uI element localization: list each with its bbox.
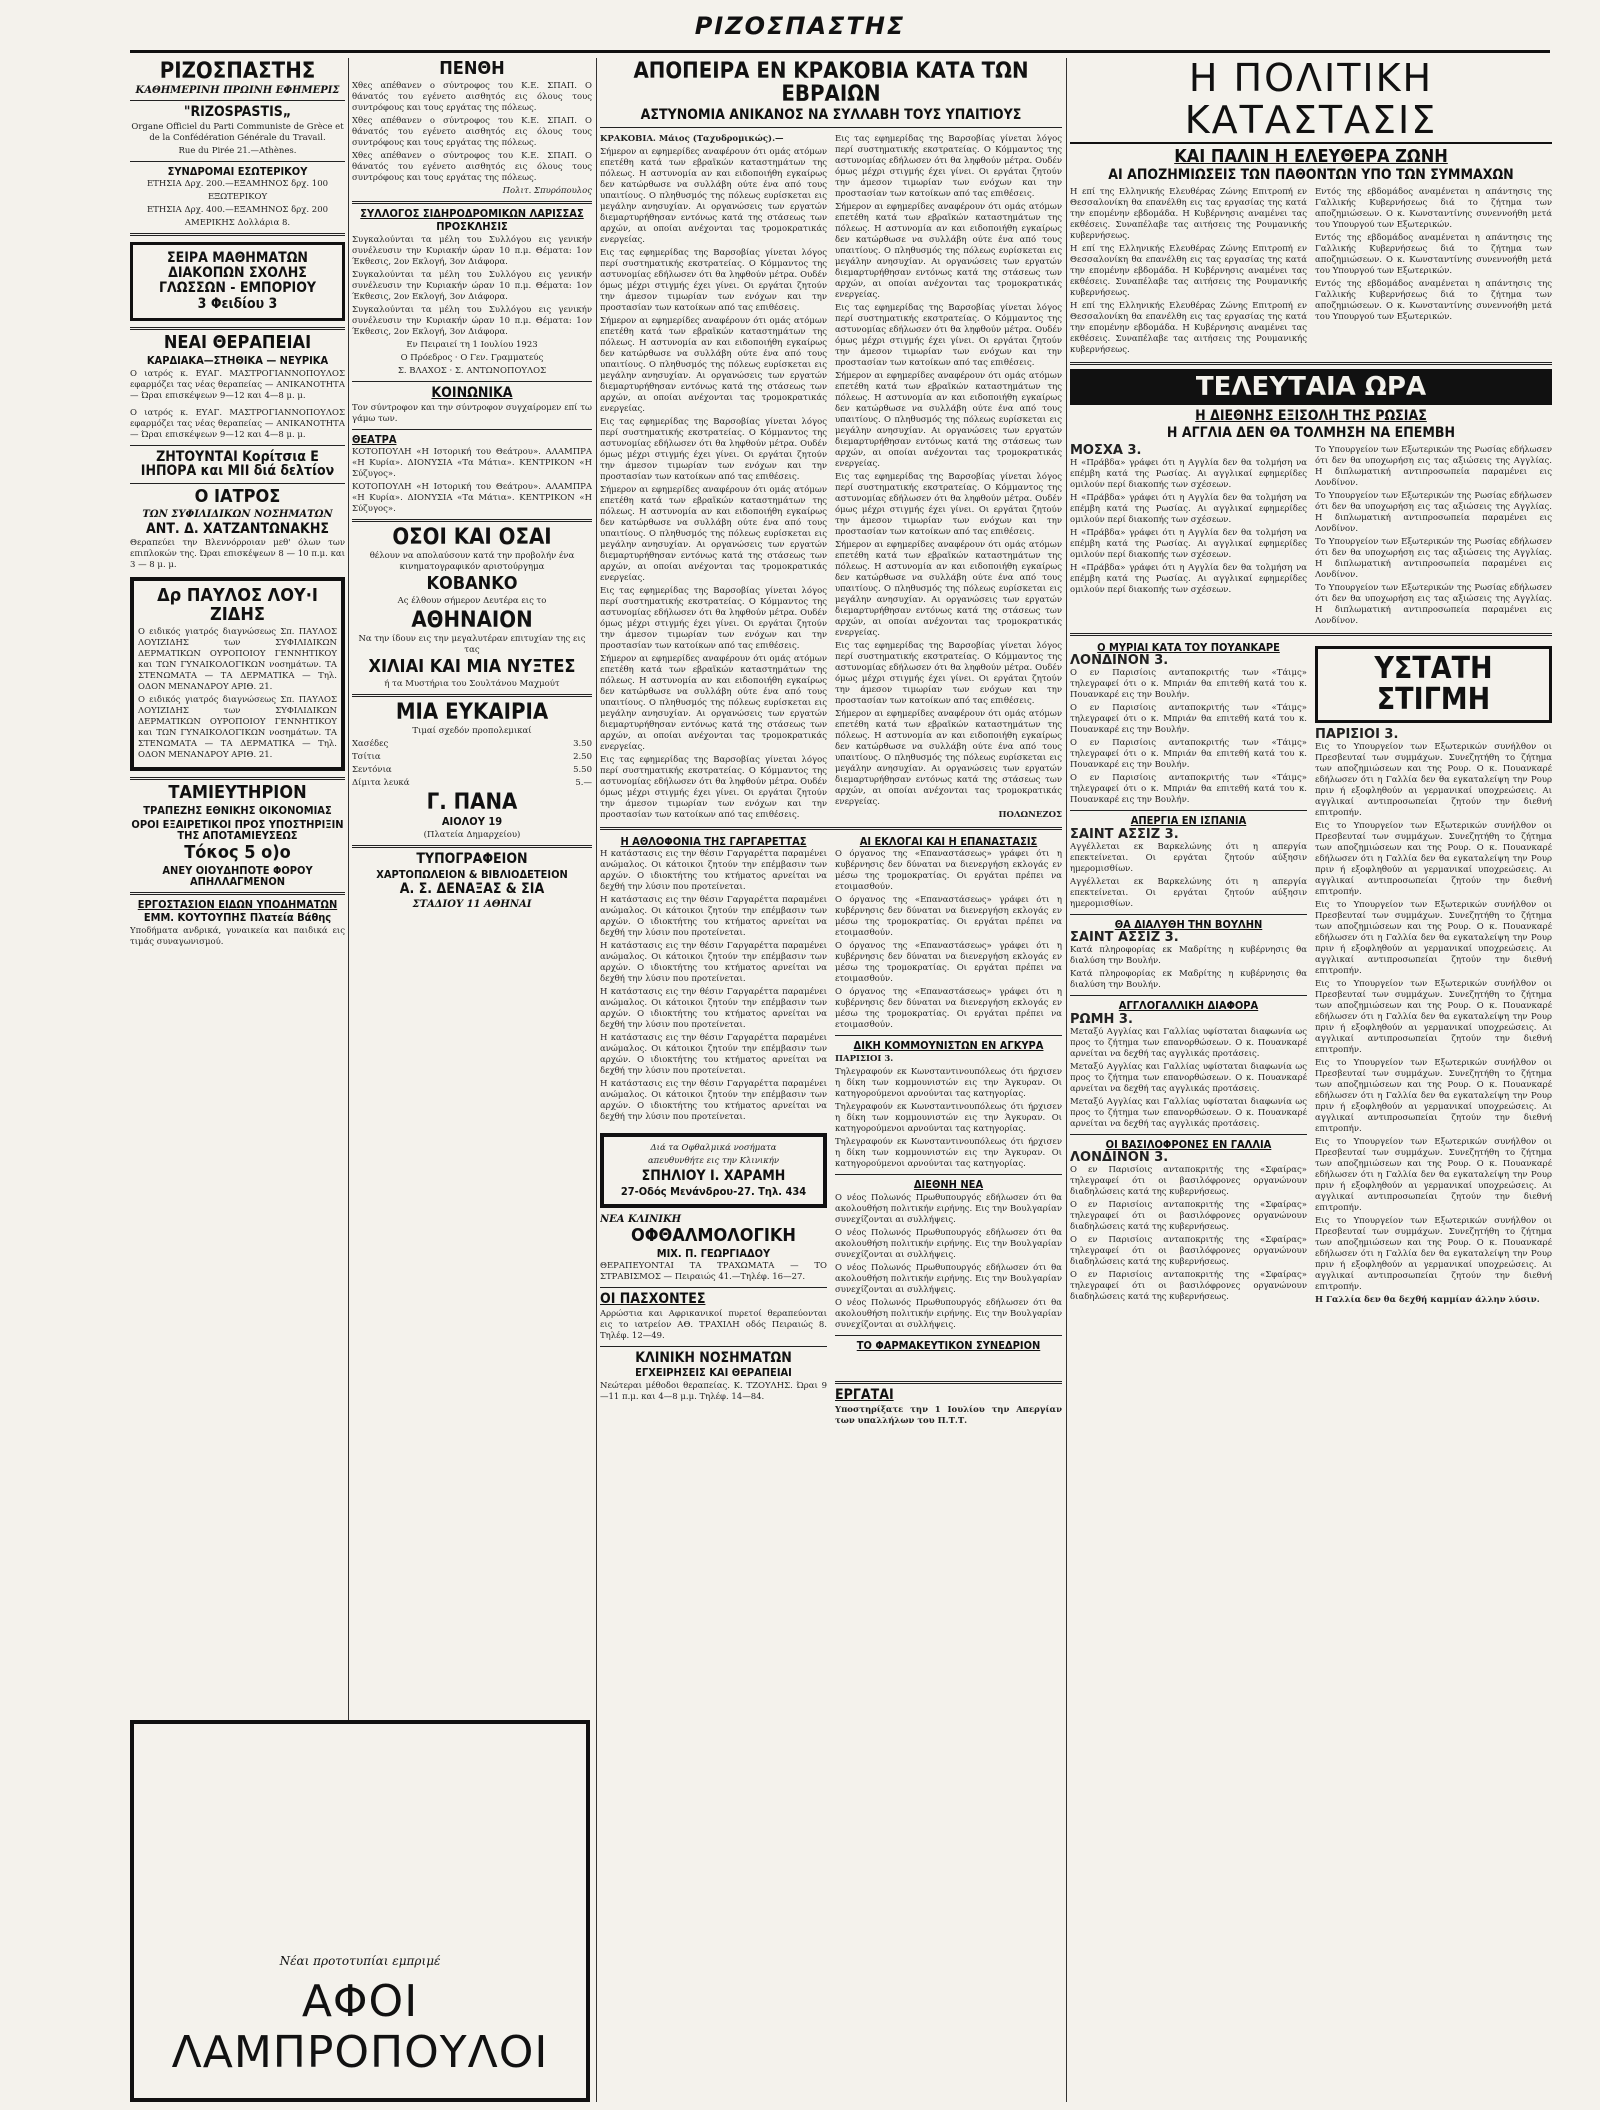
doctor-name: ΑΝΤ. Δ. ΧΑΤΖΑΝΤΩΝΑΚΗΣ [146,520,329,537]
printer-subtitle: ΧΑΡΤΟΠΩΛΕΙΟΝ & ΒΙΒΛΙΟΔΕΤΕΙΟΝ [376,867,568,881]
poincare-text: Ο εν Παρισίοις ανταποκριτής των «Τάιμς» τηλεγραφεί ότι ο κ. Μπριάν θα επιτεθή κατά του κ. Πουανκαρέ εις την Βουλήν. [1070,703,1307,736]
bank-rate: Τόκος 5 ο)ο [184,841,291,863]
new-clinic-label: ΝΕΑ ΚΛΙΝΙΚΗ [600,1213,682,1225]
cinema-film: ΚΟΒΑΝΚΟ [426,573,518,595]
political-text: Εντός της εβδομάδος αναμένεται η απάντησις της Γαλλικής Κυβερνήσεως διά το ζήτημα των αποζημιώσεων. Ο κ. Κωνσταντίνης συνεννοήθη μετά του Υπουργού των Εξωτερικών. [1315,233,1552,277]
price-value: 5.— [575,778,592,789]
last-moment-text: Εις το Υπουργείον των Εξωτερικών συνήλθον οι Πρεσβευταί των συμμάχων. Συνεζητήθη το ζήτημα των αποζημιώσεων και της Ρουρ. Ο κ. Πουανκαρέ εδήλωσεν ότι η Γαλλία δεν θα εγκαταλείψη την Ρουρ πριν ή εξοφληθούν αι γερμανικαί υποχρεώσεις. Αι αγγλικαί αντιπροσωπείαι ζητούν την διεθνή επιτροπήν. [1315,1215,1552,1292]
ophthalmology-doctor: ΜΙΧ. Π. ΓΕΩΡΓΙΑΔΟΥ [656,1246,771,1260]
last-hour-right [1315,443,1552,629]
bank-subtitle: ΤΡΑΠΕΖΗΣ ΕΘΝΙΚΗΣ ΟΙΚΟΝΟΜΙΑΣ [143,804,332,818]
invitation-signer-names: Σ. ΒΛΑΧΟΣ · Σ. ΑΝΤΩΝΟΠΟΥΛΟΣ [397,365,547,376]
last-moment-text: Εις το Υπουργείον των Εξωτερικών συνήλθον οι Πρεσβευταί των συμμάχων. Συνεζητήθη το ζήτημα των αποζημιώσεων και της Ρουρ. Ο κ. Πουανκαρέ εδήλωσεν ότι η Γαλλία δεν θα εγκαταλείψη την Ρουρ πριν ή εξοφληθούν αι γερμανικαί υποχρεώσεις. Αι αγγλικαί αντιπροσωπείαι ζητούν την διεθνή επιτροπήν. [1315,820,1552,897]
anglo-french-dateline: ΡΩΜΗ 3. [1070,1011,1133,1027]
latin-subtitle: Organe Officiel du Parti Communiste de Grèce et de la Confédération Générale du Travail. [131,121,344,143]
gargaretta-text: Η κατάστασις εις την θέσιν Γαργαρέττα παραμένει ανώμαλος. Οι κάτοικοι ζητούν την επέμβασιν των αρχών. Ο ιδιοκτήτης του κτήματος αρνείται να δεχθή την λύσιν που προτείνεται. [600,895,827,939]
price-item: Χασέδες [352,739,389,750]
doctor-subtitle: ΤΩΝ ΣΥΦΙΛΙΔΙΚΩΝ ΝΟΣΗΜΑΤΩΝ [142,508,333,520]
main-body: Εις τας εφημερίδας της Βαρσοβίας γίνεται λόγος περί συστηματικής εκστρατείας. Ο Κόμμαντος της αστυνομίας εδήλωσεν ότι θα ληφθούν μέτρα. Ουδέν όμως μέχρι στιγμής έχει γίνει. Οι εργάται ζητούν την άμεσον τιμωρίαν των ενόχων και την προστασίαν των κατοίκων από τας επιθέσεις. [600,754,827,820]
divider [600,1346,827,1347]
social-title: ΚΟΙΝΩΝΙΚΑ [431,384,513,401]
lower-right [835,834,1062,1429]
wanted-ad: ΖΗΤΟΥΝΤΑΙ Κορίτσια Ε ΙΗΠΟΡΑ και ΜΙΙ διά δελτίον [140,448,335,480]
political-text: Η επί της Ελληνικής Ελευθέρας Ζώνης Επιτροπή εν Θεσσαλονίκη θα επανέλθη εις τας εργασίας της κατά την επομένην εβδομάδα. Η Κυβέρνησις αναμένει τας εκθέσεις. Συναπέλαβε τας αιτήσεις της Ρουμανικής κυβερνήσεως. [1070,187,1307,242]
main-subheadline: ΑΣΤΥΝΟΜΙΑ ΑΝΙΚΑΝΟΣ ΝΑ ΣΥΛΛΑΒΗ ΤΟΥΣ ΥΠΑΙΤΙΟΥΣ [640,107,1022,124]
political-banner: Η ΠΟΛΙΤΙΚΗ ΚΑΤΑΣΤΑΣΙΣ [1070,58,1552,144]
lampropoulos-ad-name: ΑΦΟΙ ΛΑΜΠΡΟΠΟΥΛΟΙ [171,1976,549,2078]
invitation-text: Συγκαλούνται τα μέλη του Συλλόγου εις γενικήν συνέλευσιν την Κυριακήν ώραν 10 π.μ. Θέματα: 1ον Έκθεσις, 2ον Εκλογή, 3ον Διάφορα. [352,234,592,267]
anglo-french-text: Μεταξύ Αγγλίας και Γαλλίας υφίσταται διαφωνία ως προς το ζήτημα των επανορθώσεων. Ο κ. Πουανκαρέ αρνείται να δεχθή τας αγγλικάς προτάσεις. [1070,1026,1307,1059]
price-value: 3.50 [573,739,592,750]
printer-address: ΣΤΑΔΙΟΥ 11 ΑΘΗΝΑΙ [412,898,532,910]
gargaretta-text: Η κατάστασις εις την θέσιν Γαργαρέττα παραμένει ανώμαλος. Οι κάτοικοι ζητούν την επέμβασιν των αρχών. Ο ιδιοκτήτης του κτήματος αρνείται να δεχθή την λύσιν που προτείνεται. [600,941,827,985]
political-article [1070,185,1552,358]
eye-clinic-name: ΣΠΗΛΙΟΥ Ι. ΧΑΡΑΜΗ [641,1168,786,1185]
main-body: Σήμερον αι εφημερίδες αναφέρουν ότι ομάς ατόμων επετέθη κατά των εβραϊκών καταστημάτων της πόλεως. Η αστυνομία αν και ειδοποιήθη εγκαίρως δεν κατώρθωσε να συλλάβη ούτε ένα από τους υπαιτίους. Ο πληθυσμός της πόλεως ευρίσκεται εις μεγάλην ανησυχίαν. Αι οργανώσεις των εργατών διεμαρτυρήθησαν εντόνως κατά της στάσεως των αρχών, αι οποίαι ανέχονται τας τρομοκρατικάς ενεργείας. [600,484,827,583]
elections-text: Ο όργανος της «Επαναστάσεως» γράφει ότι η κυβέρνησις δεν δύναται να διενεργήση εκλογάς εν μέσω της τρομοκρατίας. Οι εργάται πρέπει να ετοιμασθούν. [835,987,1062,1031]
lower-news [1070,640,1552,1308]
trial-text: Τηλεγραφούν εκ Κωνσταντινουπόλεως ότι ήρχισεν η δίκη των κομμουνιστών εις την Άγκυραν. Οι κατηγορούμενοι αρνούνται τας κατηγορίας. [835,1066,1062,1099]
divider [130,327,345,330]
world-news-title: ΔΙΕΘΝΗ ΝΕΑ [913,1177,984,1191]
elections-text: Ο όργανος της «Επαναστάσεως» γράφει ότι η κυβέρνησις δεν δύναται να διενεργήση εκλογάς εν μέσω της τρομοκρατίας. Οι εργάται πρέπει να ετοιμασθούν. [835,849,1062,893]
last-hour-text: Η «Πράβδα» γράφει ότι η Αγγλία δεν θα τολμήση να επέμβη κατά της Ρωσίας. Αι αγγλικαί εφημερίδες ομιλούν περί διακοπής των σχέσεων. [1070,562,1307,595]
lower-left [600,834,827,1429]
eye-clinic-line-1: Διά τα Οφθαλμικά νοσήματα [650,1143,777,1154]
cinema-name: ΑΘΗΝΑΙΟΝ [411,608,533,634]
elections-text: Ο όργανος της «Επαναστάσεως» γράφει ότι η κυβέρνησις δεν δύναται να διενεργήση εκλογάς εν μέσω της τρομοκρατίας. Οι εργάται πρέπει να ετοιμασθούν. [835,941,1062,985]
sufferers-title: ΟΙ ΠΑΣΧΟΝΤΕΣ [600,1291,706,1308]
theatres-title: ΘΕΑΤΡΑ [352,432,397,446]
strike-text: Αγγέλλεται εκ Βαρκελώνης ότι η απεργία επεκτείνεται. Οι εργάται ζητούν αύξησιν ημερομισθίων. [1070,841,1307,874]
trial-dateline: ΠΑΡΙΣΙΟΙ 3. [835,1053,894,1064]
cinema-title-2: ΧΙΛΙΑΙ ΚΑΙ ΜΙΑ ΝΥΞΤΕΣ [368,656,576,678]
sale-title: ΜΙΑ ΕΥΚΑΙΡΙΑ [395,700,549,726]
cinema-ad-title: ΟΣΟΙ ΚΑΙ ΟΣΑΙ [392,525,552,551]
main-article-right [835,132,1062,823]
lampropoulos-ad [130,1720,590,2102]
last-hour-article [1070,443,1552,629]
political-text: Εντός της εβδομάδος αναμένεται η απάντησις της Γαλλικής Κυβερνήσεως διά το ζήτημα των αποζημιώσεων. Ο κ. Κωνσταντίνης συνεννοήθη μετά του Υπουργού των Εξωτερικών. [1315,279,1552,323]
parliament-title: ΘΑ ΔΙΑΛΥΘΗ ΤΗΝ ΒΟΥΛΗΝ [1114,917,1263,931]
latin-name: "RIZOSPASTIS„ [183,104,292,121]
therapies-text: Ο ιατρός κ. ΕΥΑΓ. ΜΑΣΤΡΟΓΙΑΝΝΟΠΟΥΛΟΣ εφαρμόζει τας νέας θεραπείας — ΑΝΙΚΑΝΟΤΗΤΑ — Ώραι επισκέψεων 9—12 και 4—8 μ. μ. [130,368,345,401]
main-body: Εις τας εφημερίδας της Βαρσοβίας γίνεται λόγος περί συστηματικής εκστρατείας. Ο Κόμμαντος της αστυνομίας εδήλωσεν ότι θα ληφθούν μέτρα. Ουδέν όμως μέχρι στιγμής έχει γίνει. Οι εργάται ζητούν την άμεσον τιμωρίαν των ενόχων και την προστασίαν των κατοίκων από τας επιθέσεις. [600,416,827,482]
royalists-dateline: ΛΟΝΔΙΝΟΝ 3. [1070,1150,1169,1166]
last-hour-banner: ΤΕΛΕΥΤΑΙΑ ΩΡΑ [1070,369,1552,405]
poincare-dateline: ΛΟΝΔΙΝΟΝ 3. [1070,653,1169,669]
world-news-text: Ο νέος Πολωνός Πρωθυπουργός εδήλωσεν ότι θα ακολουθήση πολιτικήν ειρήνης. Εις την Βουλγαρίαν συνεχίζονται αι συλλήψεις. [835,1262,1062,1295]
column-rule [1066,58,1067,2102]
cinema-title-2-sub: ή τα Μυστήρια του Σουλτάνου Μαχμούτ [384,679,560,690]
divider [1070,362,1552,365]
last-hour-left [1070,443,1307,629]
workers-title: ΕΡΓΑΤΑΙ [835,1387,894,1404]
school-ad-address: 3 Φειδίου 3 [197,296,278,313]
last-hour-sub-1: Η ΔΙΕΘΝΗΣ ΕΞΙΣΟΛΗ ΤΗΣ ΡΩΣΙΑΣ [1195,408,1427,425]
masthead [0,0,1600,52]
divider [1070,810,1307,811]
poincare-text: Ο εν Παρισίοις ανταποκριτής των «Τάιμς» τηλεγραφεί ότι ο κ. Μπριάν θα επιτεθή κατά του κ. Πουανκαρέ εις την Βουλήν. [1070,668,1307,701]
pavlos-text: Ο ειδικός γιατρός διαγνώσεως Σπ. ΠΑΥΛΟΣ ΛΟΥΙΖΙΔΗΣ των ΣΥΦΙΛΙΔΙΚΩΝ ΔΕΡΜΑΤΙΚΩΝ ΟΥΡΟΠΟΙΟΥ ΓΕΝΝΗΤΙΚΟΥ και ΤΩΝ ΓΥΝΑΙΚΟΛΟΓΙΚΩΝ νοσημάτων. ΤΑ ΣΤΕΝΩΜΑΤΑ — ΤΑ ΔΕΡΜΑΤΙΚΑ — Τηλ. ΟΔΟΝ ΜΕΝΑΝΔΡΟΥ ΑΡΙΘ. 21. [138,627,337,693]
shop-name: ΕΜΜ. ΚΟΥΤΟΥΠΗΣ Πλατεία Βάθης [143,911,332,925]
main-body: Εις τας εφημερίδας της Βαρσοβίας γίνεται λόγος περί συστηματικής εκστρατείας. Ο Κόμμαντος της αστυνομίας εδήλωσεν ότι θα ληφθούν μέτρα. Ουδέν όμως μέχρι στιγμής έχει γίνει. Οι εργάται ζητούν την άμεσον τιμωρίαν των ενόχων και την προστασίαν των κατοίκων από τας επιθέσεις. [835,640,1062,706]
strike-dateline: ΣΑΙΝΤ ΑΣΣΙΖ 3. [1070,826,1179,842]
political-sub-1: ΚΑΙ ΠΑΛΙΝ Η ΕΛΕΥΘΕΡΑ ΖΩΝΗ [1174,145,1448,167]
world-news-text: Ο νέος Πολωνός Πρωθυπουργός εδήλωσεν ότι θα ακολουθήση πολιτικήν ειρήνης. Εις την Βουλγαρίαν συνεχίζονται αι συλλήψεις. [835,1192,1062,1225]
invitation-text-more: Συγκαλούνται τα μέλη του Συλλόγου εις γενικήν συνέλευσιν την Κυριακήν ώραν 10 π.μ. Θέματα: 1ον Έκθεσις, 2ον Εκλογή, 3ον Διάφορα. [352,304,592,337]
last-hour-text: Το Υπουργείον των Εξωτερικών της Ρωσίας εδήλωσεν ότι δεν θα υποχωρήση εις τας αξιώσεις της Αγγλίας. Η διπλωματική αντιπροσωπεία παραμένει εις Λονδίνον. [1315,582,1552,626]
shop-owner-note: (Πλατεία Δημαρχείου) [423,829,521,840]
trial-title: ΔΙΚΗ ΚΟΜΜΟΥΝΙΣΤΩΝ ΕΝ ΑΓΚΥΡΑ [853,1039,1044,1053]
poincare-text: Ο εν Παρισίοις ανταποκριτής των «Τάιμς» τηλεγραφεί ότι ο κ. Μπριάν θα επιτεθή κατά του κ. Πουανκαρέ εις την Βουλήν. [1070,738,1307,771]
last-hour-dateline: ΜΟΣΧΑ 3. [1070,442,1142,458]
divider [835,1035,1062,1036]
divider [600,1287,827,1288]
main-sign: ΠΟΛΩΝΕΖΟΣ [998,809,1062,820]
divider [130,100,345,101]
divider [600,827,1062,830]
main-body: Σήμερον αι εφημερίδες αναφέρουν ότι ομάς ατόμων επετέθη κατά των εβραϊκών καταστημάτων της πόλεως. Η αστυνομία αν και ειδοποιήθη εγκαίρως δεν κατώρθωσε να συλλάβη ούτε ένα από τους υπαιτίους. Ο πληθυσμός της πόλεως ευρίσκεται εις μεγάλην ανησυχίαν. Αι οργανώσεις των εργατών διεμαρτυρήθησαν εντόνως κατά της στάσεως των αρχών, αι οποίαι ανέχονται τας τρομοκρατικάς ενεργείας. [835,708,1062,807]
shop-owner-address: ΑΙΟΛΟΥ 19 [441,815,503,829]
royalists-text: Ο εν Παρισίοις ανταποκριτής της «Σφαίρας» τηλεγραφεί ότι οι βασιλόφρονες οργανώνουν διαδηλώσεις κατά της κυβερνήσεως. [1070,1270,1307,1303]
price-item: Σεντόνια [352,765,392,776]
main-body: Εις τας εφημερίδας της Βαρσοβίας γίνεται λόγος περί συστηματικής εκστρατείας. Ο Κόμμαντος της αστυνομίας εδήλωσεν ότι θα ληφθούν μέτρα. Ουδέν όμως μέχρι στιγμής έχει γίνει. Οι εργάται ζητούν την άμεσον τιμωρίαν των ενόχων και την προστασίαν των κατοίκων από τας επιθέσεις. [600,247,827,313]
divider [130,892,345,895]
bank-text: ΟΡΟΙ ΕΞΑΙΡΕΤΙΚΟΙ ΠΡΟΣ ΥΠΟΣΤΗΡΙΞΙΝ ΤΗΣ ΑΠΟΤΑΜΙΕΥΣΕΩΣ [131,817,344,843]
world-news-text: Ο νέος Πολωνός Πρωθυπουργός εδήλωσεν ότι θα ακολουθήση πολιτικήν ειρήνης. Εις την Βουλγαρίαν συνεχίζονται αι συλλήψεις. [835,1227,1062,1260]
divider [1070,1134,1307,1135]
obituary-sign: Πολιτ. Σπυρόπουλος [502,185,592,196]
therapies-text-more: Ο ιατρός κ. ΕΥΑΓ. ΜΑΣΤΡΟΓΙΑΝΝΟΠΟΥΛΟΣ εφαρμόζει τας νέας θεραπείας — ΑΝΙΚΑΝΟΤΗΤΑ — Ώραι επισκέψεων 9—12 και 4—8 μ. μ. [130,407,345,440]
column-3 [600,58,1062,2102]
last-moment-dateline: ΠΑΡΙΣΙΟΙ 3. [1315,726,1399,742]
last-hour-sub-2: Η ΑΓΓΛΙΑ ΔΕΝ ΘΑ ΤΟΛΜΗΣΗ ΝΑ ΕΠΕΜΒΗ [1166,424,1456,441]
political-text: Εντός της εβδομάδος αναμένεται η απάντησις της Γαλλικής Κυβερνήσεως διά το ζήτημα των αποζημιώσεων. Ο κ. Κωνσταντίνης συνεννοήθη μετά του Υπουργού των Εξωτερικών. [1315,187,1552,231]
main-body: Εις τας εφημερίδας της Βαρσοβίας γίνεται λόγος περί συστηματικής εκστρατείας. Ο Κόμμαντος της αστυνομίας εδήλωσεν ότι θα ληφθούν μέτρα. Ουδέν όμως μέχρι στιγμής έχει γίνει. Οι εργάται ζητούν την άμεσον τιμωρίαν των ενόχων και την προστασίαν των κατοίκων από τας επιθέσεις. [835,133,1062,199]
clinic-text: Νεώτεραι μέθοδοι θεραπείας. Κ. ΤΖΟΥΛΗΣ. Ώραι 9—11 π.μ. και 4—8 μ.μ. Τηλέφ. 14—84. [600,1381,827,1403]
school-ad [130,242,345,321]
invitation-signers: Ο Πρόεδρος · Ο Γεν. Γραμματεύς [400,352,544,363]
column-4 [1070,58,1552,2102]
divider [352,694,592,697]
main-body: Σήμερον αι εφημερίδες αναφέρουν ότι ομάς ατόμων επετέθη κατά των εβραϊκών καταστημάτων της πόλεως. Η αστυνομία αν και ειδοποιήθη εγκαίρως δεν κατώρθωσε να συλλάβη ούτε ένα από τους υπαιτίους. Ο πληθυσμός της πόλεως ευρίσκεται εις μεγάλην ανησυχίαν. Αι οργανώσεις των εργατών διεμαρτυρήθησαν εντόνως κατά της στάσεως των αρχών, αι οποίαι ανέχονται τας τρομοκρατικάς ενεργείας. [835,539,1062,638]
subscriptions-list [130,179,345,229]
cinema-ad-text: θέλουν να απολαύσουν κατά την προβολήν ένα κινηματογραφικόν αριστούργημα [369,551,575,573]
anglo-french-text: Μεταξύ Αγγλίας και Γαλλίας υφίσταται διαφωνία ως προς το ζήτημα των επανορθώσεων. Ο κ. Πουανκαρέ αρνείται να δεχθή τας αγγλικάς προτάσεις. [1070,1061,1307,1094]
obituary-text-more: Χθες απέθανεν ο σύντροφος του Κ.Ε. ΣΠΑΠ. Ο θάνατός του εγένετο αισθητός εις όλους τους συντρόφους και τους εργάτας της πόλεως. [352,115,592,148]
main-body: Εις τας εφημερίδας της Βαρσοβίας γίνεται λόγος περί συστηματικής εκστρατείας. Ο Κόμμαντος της αστυνομίας εδήλωσεν ότι θα ληφθούν μέτρα. Ουδέν όμως μέχρι στιγμής έχει γίνει. Οι εργάται ζητούν την άμεσον τιμωρίαν των ενόχων και την προστασίαν των κατοίκων από τας επιθέσεις. [600,585,827,651]
doctor-title: Ο ΙΑΤΡΟΣ [194,485,281,507]
parliament-text: Κατά πληροφορίας εκ Μαδρίτης η κυβέρνησις θα διαλύση την Βουλήν. [1070,969,1307,991]
last-hour-text: Η «Πράβδα» γράφει ότι η Αγγλία δεν θα τολμήση να επέμβη κατά της Ρωσίας. Αι αγγλικαί εφημερίδες ομιλούν περί διακοπής των σχέσεων. [1070,492,1307,525]
sale-text: Τιμαί σχεδόν προπολεμικαί [412,726,532,737]
ophthalmology-title: ΟΦΘΑΛΜΟΛΟΓΙΚΗ [631,1224,796,1246]
poincare-title: Ο ΜΥΡΙΑΙ ΚΑΤΑ ΤΟΥ ΠΟΥΑΝΚΑΡΕ [1097,640,1280,654]
eye-clinic-line-2: απευθυνθήτε εις την Κλινικήν [647,1156,780,1167]
last-hour-text: Η «Πράβδα» γράφει ότι η Αγγλία δεν θα τολμήση να επέμβη κατά της Ρωσίας. Αι αγγλικαί εφημερίδες ομιλούν περί διακοπής των σχέσεων. [1070,527,1307,560]
lower-section [600,834,1062,1429]
lower-news-left [1070,640,1307,1308]
political-right [1315,185,1552,358]
bank-title: ΤΑΜΙΕΥΤΗΡΙΟΝ [168,782,307,804]
divider [130,161,345,162]
cinema-name-sub: Να την ίδουν εις την μεγαλυτέραν επιτυχίαν της εις τας [358,634,586,656]
bank-note: ΑΝΕΥ ΟΙΟΥΔΗΠΟΤΕ ΦΟΡΟΥ ΑΠΗΛΛΑΓΜΕΝΟΝ [162,863,313,889]
main-body: Εις τας εφημερίδας της Βαρσοβίας γίνεται λόγος περί συστηματικής εκστρατείας. Ο Κόμμαντος της αστυνομίας εδήλωσεν ότι θα ληφθούν μέτρα. Ουδέν όμως μέχρι στιγμής έχει γίνει. Οι εργάται ζητούν την άμεσον τιμωρίαν των ενόχων και την προστασίαν των κατοίκων από τας επιθέσεις. [835,471,1062,537]
anglo-french-text: Μεταξύ Αγγλίας και Γαλλίας υφίσταται διαφωνία ως προς το ζήτημα των επανορθώσεων. Ο κ. Πουανκαρέ αρνείται να δεχθή τας αγγλικάς προτάσεις. [1070,1096,1307,1129]
pharma-congress-title: ΤΟ ΦΑΡΜΑΚΕΥΤΙΚΟΝ ΣΥΝΕΔΡΙΟΝ [856,1338,1041,1352]
royalists-title: ΟΙ ΒΑΣΙΛΟΦΡΟΝΕΣ ΕΝ ΓΑΛΛΙΑ [1105,1137,1272,1151]
paper-subtitle: ΚΑΘΗΜΕΡΙΝΗ ΠΡΩΙΝΗ ΕΦΗΜΕΡΙΣ [135,85,340,97]
strike-text: Αγγέλλεται εκ Βαρκελώνης ότι η απεργία επεκτείνεται. Οι εργάται ζητούν αύξησιν ημερομισθίων. [1070,876,1307,909]
last-hour-text: Η «Πράβδα» γράφει ότι η Αγγλία δεν θα τολμήση να επέμβη κατά της Ρωσίας. Αι αγγλικαί εφημερίδες ομιλούν περί διακοπής των σχέσεων. [1070,457,1307,490]
main-body: Σήμερον αι εφημερίδες αναφέρουν ότι ομάς ατόμων επετέθη κατά των εβραϊκών καταστημάτων της πόλεως. Η αστυνομία αν και ειδοποιήθη εγκαίρως δεν κατώρθωσε να συλλάβη ούτε ένα από τους υπαιτίους. Ο πληθυσμός της πόλεως ευρίσκεται εις μεγάλην ανησυχίαν. Αι οργανώσεις των εργατών διεμαρτυρήθησαν εντόνως κατά της στάσεως των αρχών, αι οποίαι ανέχονται τας τρομοκρατικάς ενεργείας. [600,146,827,245]
main-article-left [600,132,827,823]
doctor-text: Θεραπεύει την Βλεννόρροιαν μεθ' όλων των επιπλοκών της. Ώραι επισκέψεων 8 — 10 π.μ. και 3 — 8 μ. μ. [130,538,345,571]
school-ad-title: ΣΕΙΡΑ ΜΑΘΗΜΑΤΩΝ ΔΙΑΚΟΠΩΝ ΣΧΟΛΗΣ ΓΛΩΣΣΩΝ - ΕΜΠΟΡΙΟΥ [158,250,317,296]
last-moment-title: ΥΣΤΑΤΗ ΣΤΙΓΜΗ [1374,650,1493,718]
divider [835,1174,1062,1175]
price-list [352,739,592,789]
subscriptions-title: ΣΥΝΔΡΟΜΑΙ ΕΣΩΤΕΡΙΚΟΥ [167,164,308,178]
main-article [600,132,1062,823]
last-moment-box [1315,646,1552,723]
gargaretta-text: Η κατάστασις εις την θέσιν Γαργαρέττα παραμένει ανώμαλος. Οι κάτοικοι ζητούν την επέμβασιν των αρχών. Ο ιδιοκτήτης του κτήματος αρνείται να δεχθή την λύσιν που προτείνεται. [600,849,827,893]
social-text: Τον σύντροφον και την σύντροφον συγχαίρομεν επί τω γάμω των. [352,402,592,424]
therapies-subtitle: ΚΑΡΔΙΑΚΑ—ΣΤΗΘΙΚΑ — ΝΕΥΡΙΚΑ [146,353,329,367]
paper-name: ΡΙΖΟΣΠΑΣΤΗΣ [159,59,316,84]
theatres-text-more: ΚΟΤΟΠΟΥΛΗ «Η Ιστορική του Θεάτρου». ΑΛΑΜΠΡΑ «Η Κυρία». ΔΙΟΝΥΣΙΑ «Τα Μάτια». ΚΕΝΤΡΙΚΟΝ «Η Σύζυγος». [352,482,592,515]
last-hour-text: Το Υπουργείον των Εξωτερικών της Ρωσίας εδήλωσεν ότι δεν θα υποχωρήση εις τας αξιώσεις της Αγγλίας. Η διπλωματική αντιπροσωπεία παραμένει εις Λονδίνον. [1315,490,1552,534]
main-dateline: ΚΡΑΚΟΒΙΑ. Μάιος (Ταχυδρομικώς).— [600,133,784,144]
therapies-title: ΝΕΑΙ ΘΕΡΑΠΕΙΑΙ [163,332,312,354]
divider [352,429,592,430]
elections-text: Ο όργανος της «Επαναστάσεως» γράφει ότι η κυβέρνησις δεν δύναται να διενεργήση εκλογάς εν μέσω της τρομοκρατίας. Οι εργάται πρέπει να ετοιμασθούν. [835,895,1062,939]
last-moment-text: Εις το Υπουργείον των Εξωτερικών συνήλθον οι Πρεσβευταί των συμμάχων. Συνεζητήθη το ζήτημα των αποζημιώσεων και της Ρουρ. Ο κ. Πουανκαρέ εδήλωσεν ότι η Γαλλία δεν θα εγκαταλείψη την Ρουρ πριν ή εξοφληθούν αι γερμανικαί υποχρεώσεις. Αι αγγλικαί αντιπροσωπείαι ζητούν την διεθνή επιτροπήν. [1315,1136,1552,1213]
gargaretta-text: Η κατάστασις εις την θέσιν Γαργαρέττα παραμένει ανώμαλος. Οι κάτοικοι ζητούν την επέμβασιν των αρχών. Ο ιδιοκτήτης του κτήματος αρνείται να δεχθή την λύσιν που προτείνεται. [600,1079,827,1123]
pavlos-ad [130,577,345,771]
divider [1070,633,1552,636]
parliament-dateline: ΣΑΙΝΤ ΑΣΣΙΖ 3. [1070,930,1179,946]
strike-title: ΑΠΕΡΓΙΑ ΕΝ ΙΣΠΑΝΙΑ [1130,814,1247,828]
sufferers-text: Αρρώστια και Αφρικανικοί πυρετοί θεραπεύονται εις το ιατρείον ΑΘ. ΤΡΑΧΙΛΗ οδός Πειραιώς 8. Τηλέφ. 12—49. [600,1308,827,1341]
main-body: Σήμερον αι εφημερίδες αναφέρουν ότι ομάς ατόμων επετέθη κατά των εβραϊκών καταστημάτων της πόλεως. Η αστυνομία αν και ειδοποιήθη εγκαίρως δεν κατώρθωσε να συλλάβη ούτε ένα από τους υπαιτίους. Ο πληθυσμός της πόλεως ευρίσκεται εις μεγάλην ανησυχίαν. Αι οργανώσεις των εργατών διεμαρτυρήθησαν εντόνως κατά της στάσεως των αρχών, αι οποίαι ανέχονται τας τρομοκρατικάς ενεργείας. [835,370,1062,469]
anglo-french-title: ΑΓΓΛΟΓΑΛΛΙΚΗ ΔΙΑΦΟΡΑ [1118,999,1259,1013]
divider [352,845,592,848]
clinic-subtitle: ΕΓΧΕΙΡΗΣΕΙΣ ΚΑΙ ΘΕΡΑΠΕΙΑΙ [635,1366,792,1380]
main-body: Σήμερον αι εφημερίδες αναφέρουν ότι ομάς ατόμων επετέθη κατά των εβραϊκών καταστημάτων της πόλεως. Η αστυνομία αν και ειδοποιήθη εγκαίρως δεν κατώρθωσε να συλλάβη ούτε ένα από τους υπαιτίους. Ο πληθυσμός της πόλεως ευρίσκεται εις μεγάλην ανησυχίαν. Αι οργανώσεις των εργατών διεμαρτυρήθησαν εντόνως κατά της στάσεως των αρχών, αι οποίαι ανέχονται τας τρομοκρατικάς ενεργείας. [835,201,1062,300]
divider [130,483,345,484]
printer-name: Α. Σ. ΔΕΝΑΞΑΣ & ΣΙΑ [399,881,545,898]
divider [600,127,1062,128]
shop-text: Υποδήματα ανδρικά, γυναικεία και παιδικά εις τιμάς συναγωνισμού. [130,925,345,947]
last-moment-end: Η Γαλλία δεν θα δεχθή καμμίαν άλλην λύσιν. [1315,1294,1540,1305]
world-news-text: Ο νέος Πολωνός Πρωθυπουργός εδήλωσεν ότι θα ακολουθήση πολιτικήν ειρήνης. Εις την Βουλγαρίαν συνεχίζονται αι συλλήψεις. [835,1297,1062,1330]
elections-title: ΑΙ ΕΚΛΟΓΑΙ ΚΑΙ Η ΕΠΑΝΑΣΤΑΣΙΣ [859,834,1038,848]
price-row [352,765,592,776]
eye-clinic-address: 27-Οδός Μενάνδρου-27. Τηλ. 434 [620,1185,807,1199]
main-body: Σήμερον αι εφημερίδες αναφέρουν ότι ομάς ατόμων επετέθη κατά των εβραϊκών καταστημάτων της πόλεως. Η αστυνομία αν και ειδοποιήθη εγκαίρως δεν κατώρθωσε να συλλάβη ούτε ένα από τους υπαιτίους. Ο πληθυσμός της πόλεως ευρίσκεται εις μεγάλην ανησυχίαν. Αι οργανώσεις των εργατών διεμαρτυρήθησαν εντόνως κατά της στάσεως των αρχών, αι οποίαι ανέχονται τας τρομοκρατικάς ενεργείας. [600,653,827,752]
poincare-text: Ο εν Παρισίοις ανταποκριτής των «Τάιμς» τηλεγραφεί ότι ο κ. Μπριάν θα επιτεθή κατά του κ. Πουανκαρέ εις την Βουλήν. [1070,773,1307,806]
price-row [352,778,592,789]
printer-title: ΤΥΠΟΓΡΑΦΕΙΟΝ [416,850,528,867]
ophthalmology-text: ΘΕΡΑΠΕΥΟΝΤΑΙ ΤΑ ΤΡΑΧΩΜΑΤΑ — ΤΟ ΣΤΡΑΒΙΣΜΟΣ — Πειραιώς 41.—Τηλέφ. 16—27. [600,1261,827,1283]
invitation-text-more: Συγκαλούνται τα μέλη του Συλλόγου εις γενικήν συνέλευσιν την Κυριακήν ώραν 10 π.μ. Θέματα: 1ον Έκθεσις, 2ον Εκλογή, 3ον Διάφορα. [352,269,592,302]
political-text: Η επί της Ελληνικής Ελευθέρας Ζώνης Επιτροπή εν Θεσσαλονίκη θα επανέλθη εις τας εργασίας της κατά την επομένην εβδομάδα. Η Κυβέρνησις αναμένει τας εκθέσεις. Συναπέλαβε τας αιτήσεις της Ρουμανικής κυβερνήσεως. [1070,301,1307,356]
shop-title: ΕΡΓΟΣΤΑΣΙΟΝ ΕΙΔΩΝ ΥΠΟΔΗΜΑΤΩΝ [137,897,338,911]
political-text: Η επί της Ελληνικής Ελευθέρας Ζώνης Επιτροπή εν Θεσσαλονίκη θα επανέλθη εις τας εργασίας της κατά την επομένην εβδομάδα. Η Κυβέρνησις αναμένει τας εκθέσεις. Συναπέλαβε τας αιτήσεις της Ρουμανικής κυβερνήσεως. [1070,244,1307,299]
cinema-film-sub: Ας έλθουν σήμερον Δευτέρα εις το [397,596,547,607]
column-rule [596,58,597,2102]
subscription-line: ΕΤΗΣΙΑ Δρχ. 400.—ΕΞΑΜΗΝΟΣ δρχ. 200 [146,205,329,216]
divider [835,1381,1062,1384]
divider [1070,914,1307,915]
divider [130,777,345,780]
eye-clinic-ad [600,1133,827,1207]
shop-owner: Γ. ΠΑΝΑ [426,790,518,816]
price-item: Δίμιτα λευκά [352,778,410,789]
subscription-line: ΑΜΕΡΙΚΗΣ Δολλάρια 8. [184,218,291,229]
main-body: Σήμερον αι εφημερίδες αναφέρουν ότι ομάς ατόμων επετέθη κατά των εβραϊκών καταστημάτων της πόλεως. Η αστυνομία αν και ειδοποιήθη εγκαίρως δεν κατώρθωσε να συλλάβη ούτε ένα από τους υπαιτίους. Ο πληθυσμός της πόλεως ευρίσκεται εις μεγάλην ανησυχίαν. Αι οργανώσεις των εργατών διεμαρτυρήθησαν εντόνως κατά της στάσεως των αρχών, αι οποίαι ανέχονται τας τρομοκρατικάς ενεργείας. [600,315,827,414]
royalists-text: Ο εν Παρισίοις ανταποκριτής της «Σφαίρας» τηλεγραφεί ότι οι βασιλόφρονες οργανώνουν διαδηλώσεις κατά της κυβερνήσεως. [1070,1165,1307,1198]
subscription-line: ΕΞΩΤΕΡΙΚΟΥ [207,192,268,203]
divider [352,381,592,382]
last-moment-text: Εις το Υπουργείον των Εξωτερικών συνήλθον οι Πρεσβευταί των συμμάχων. Συνεζητήθη το ζήτημα των αποζημιώσεων και της Ρουρ. Ο κ. Πουανκαρέ εδήλωσεν ότι η Γαλλία δεν θα εγκαταλείψη την Ρουρ πριν ή εξοφληθούν αι γερμανικαί υποχρεώσεις. Αι αγγλικαί αντιπροσωπείαι ζητούν την διεθνή επιτροπήν. [1315,978,1552,1055]
royalists-text: Ο εν Παρισίοις ανταποκριτής της «Σφαίρας» τηλεγραφεί ότι οι βασιλόφρονες οργανώνουν διαδηλώσεις κατά της κυβερνήσεως. [1070,1235,1307,1268]
theatres-text: ΚΟΤΟΠΟΥΛΗ «Η Ιστορική του Θεάτρου». ΑΛΑΜΠΡΑ «Η Κυρία». ΔΙΟΝΥΣΙΑ «Τα Μάτια». ΚΕΝΤΡΙΚΟΝ «Η Σύζυγος». [352,447,592,480]
divider [130,445,345,446]
obituary-title: ΠΕΝΘΗ [439,58,505,79]
lampropoulos-ad-line: Νέαι προτοτυπίαι εμπριμέ [279,1954,441,1968]
gargaretta-text: Η κατάστασις εις την θέσιν Γαργαρέττα παραμένει ανώμαλος. Οι κάτοικοι ζητούν την επέμβασιν των αρχών. Ο ιδιοκτήτης του κτήματος αρνείται να δεχθή την λύσιν που προτείνεται. [600,1033,827,1077]
last-hour-text: Το Υπουργείον των Εξωτερικών της Ρωσίας εδήλωσεν ότι δεν θα υποχωρήση εις τας αξιώσεις της Αγγλίας. Η διπλωματική αντιπροσωπεία παραμένει εις Λονδίνον. [1315,444,1552,488]
price-value: 2.50 [573,752,592,763]
lower-news-right [1315,640,1552,1308]
trial-text: Τηλεγραφούν εκ Κωνσταντινουπόλεως ότι ήρχισεν η δίκη των κομμουνιστών εις την Άγκυραν. Οι κατηγορούμενοι αρνούνται τας κατηγορίας. [835,1136,1062,1169]
main-body: Εις τας εφημερίδας της Βαρσοβίας γίνεται λόγος περί συστηματικής εκστρατείας. Ο Κόμμαντος της αστυνομίας εδήλωσεν ότι θα ληφθούν μέτρα. Ουδέν όμως μέχρι στιγμής έχει γίνει. Οι εργάται ζητούν την άμεσον τιμωρίαν των ενόχων και την προστασίαν των κατοίκων από τας επιθέσεις. [835,302,1062,368]
pavlos-text-more: Ο ειδικός γιατρός διαγνώσεως Σπ. ΠΑΥΛΟΣ ΛΟΥΙΖΙΔΗΣ των ΣΥΦΙΛΙΔΙΚΩΝ ΔΕΡΜΑΤΙΚΩΝ ΟΥΡΟΠΟΙΟΥ ΓΕΝΝΗΤΙΚΟΥ και ΤΩΝ ΓΥΝΑΙΚΟΛΟΓΙΚΩΝ νοσημάτων. ΤΑ ΣΤΕΝΩΜΑΤΑ — ΤΑ ΔΕΡΜΑΤΙΚΑ — Τηλ. ΟΔΟΝ ΜΕΝΑΝΔΡΟΥ ΑΡΙΘ. 21. [138,695,337,761]
subscription-line: ΕΤΗΣΙΑ Δρχ. 200.—ΕΞΑΜΗΝΟΣ δρχ. 100 [146,179,329,190]
masthead-title: ΡΙΖΟΣΠΑΣΤΗΣ [694,12,906,40]
pavlos-title: Δρ ΠΑΥΛΟΣ ΛΟΥ·Ι ΖΙΔΗΣ [157,585,318,626]
last-moment-text: Εις το Υπουργείον των Εξωτερικών συνήλθον οι Πρεσβευταί των συμμάχων. Συνεζητήθη το ζήτημα των αποζημιώσεων και της Ρουρ. Ο κ. Πουανκαρέ εδήλωσεν ότι η Γαλλία δεν θα εγκαταλείψη την Ρουρ πριν ή εξοφληθούν αι γερμανικαί υποχρεώσεις. Αι αγγλικαί αντιπροσωπείαι ζητούν την διεθνή επιτροπήν. [1315,899,1552,976]
workers-text: Υποστηρίξατε την 1 Ιουλίου την Απεργίαν των υπαλλήλων του Π.Τ.Τ. [835,1404,1062,1426]
royalists-text: Ο εν Παρισίοις ανταποκριτής της «Σφαίρας» τηλεγραφεί ότι οι βασιλόφρονες οργανώνουν διαδηλώσεις κατά της κυβερνήσεως. [1070,1200,1307,1233]
divider [130,233,345,236]
top-rule [130,50,1550,53]
main-headline: ΑΠΟΠΕΙΡΑ ΕΝ ΚΡΑΚΟΒΙΑ ΚΑΤΑ ΤΩΝ ΕΒΡΑΙΩΝ [633,59,1029,108]
political-sub-2: ΑΙ ΑΠΟΖΗΜΙΩΣΕΙΣ ΤΩΝ ΠΑΘΟΝΤΩΝ ΥΠΟ ΤΩΝ ΣΥΜΜΑΧΩΝ [1108,167,1514,184]
parliament-text: Κατά πληροφορίας εκ Μαδρίτης η κυβέρνησις θα διαλύση την Βουλήν. [1070,945,1307,967]
obituary-text-more: Χθες απέθανεν ο σύντροφος του Κ.Ε. ΣΠΑΠ. Ο θάνατός του εγένετο αισθητός εις όλους τους συντρόφους και τους εργάτας της πόλεως. [352,150,592,183]
gargaretta-text: Η κατάστασις εις την θέσιν Γαργαρέττα παραμένει ανώμαλος. Οι κάτοικοι ζητούν την επέμβασιν των αρχών. Ο ιδιοκτήτης του κτήματος αρνείται να δεχθή την λύσιν που προτείνεται. [600,987,827,1031]
last-moment-text: Εις το Υπουργείον των Εξωτερικών συνήλθον οι Πρεσβευταί των συμμάχων. Συνεζητήθη το ζήτημα των αποζημιώσεων και της Ρουρ. Ο κ. Πουανκαρέ εδήλωσεν ότι η Γαλλία δεν θα εγκαταλείψη την Ρουρ πριν ή εξοφληθούν αι γερμανικαί υποχρεώσεις. Αι αγγλικαί αντιπροσωπείαι ζητούν την διεθνή επιτροπήν. [1315,741,1552,818]
invitation-date: Εν Πειραιεί τη 1 Ιουλίου 1923 [406,339,538,350]
price-row [352,752,592,763]
gargaretta-title: Η ΑΘΛΟΦΟΝΙΑ ΤΗΣ ΓΑΡΓΑΡΕΤΤΑΣ [620,834,807,848]
divider [1070,995,1307,996]
trial-text: Τηλεγραφούν εκ Κωνσταντινουπόλεως ότι ήρχισεν η δίκη των κομμουνιστών εις την Άγκυραν. Οι κατηγορούμενοι αρνούνται τας κατηγορίας. [835,1101,1062,1134]
price-row [352,739,592,750]
divider [352,519,592,522]
union-title: ΣΥΛΛΟΓΟΣ ΣΙΔΗΡΟΔΡΟΜΙΚΩΝ ΛΑΡΙΣΣΑΣ [360,206,584,220]
address: Rue du Pirée 21.—Athènes. [178,145,297,156]
obituary-text: Χθες απέθανεν ο σύντροφος του Κ.Ε. ΣΠΑΠ. Ο θάνατός του εγένετο αισθητός εις όλους τους συντρόφους και τους εργάτας της πόλεως. [352,80,592,113]
invitation-title: ΠΡΟΣΚΛΗΣΙΣ [436,220,508,234]
price-item: Τσίτια [352,752,381,763]
price-value: 5.50 [573,765,592,776]
divider [352,201,592,204]
political-left [1070,185,1307,358]
last-moment-text: Εις το Υπουργείον των Εξωτερικών συνήλθον οι Πρεσβευταί των συμμάχων. Συνεζητήθη το ζήτημα των αποζημιώσεων και της Ρουρ. Ο κ. Πουανκαρέ εδήλωσεν ότι η Γαλλία δεν θα εγκαταλείψη την Ρουρ πριν ή εξοφληθούν αι γερμανικαί υποχρεώσεις. Αι αγγλικαί αντιπροσωπείαι ζητούν την διεθνή επιτροπήν. [1315,1057,1552,1134]
last-hour-text: Το Υπουργείον των Εξωτερικών της Ρωσίας εδήλωσεν ότι δεν θα υποχωρήση εις τας αξιώσεις της Αγγλίας. Η διπλωματική αντιπροσωπεία παραμένει εις Λονδίνον. [1315,536,1552,580]
clinic-title: ΚΛΙΝΙΚΗ ΝΟΣΗΜΑΤΩΝ [635,1349,792,1366]
divider [835,1335,1062,1336]
